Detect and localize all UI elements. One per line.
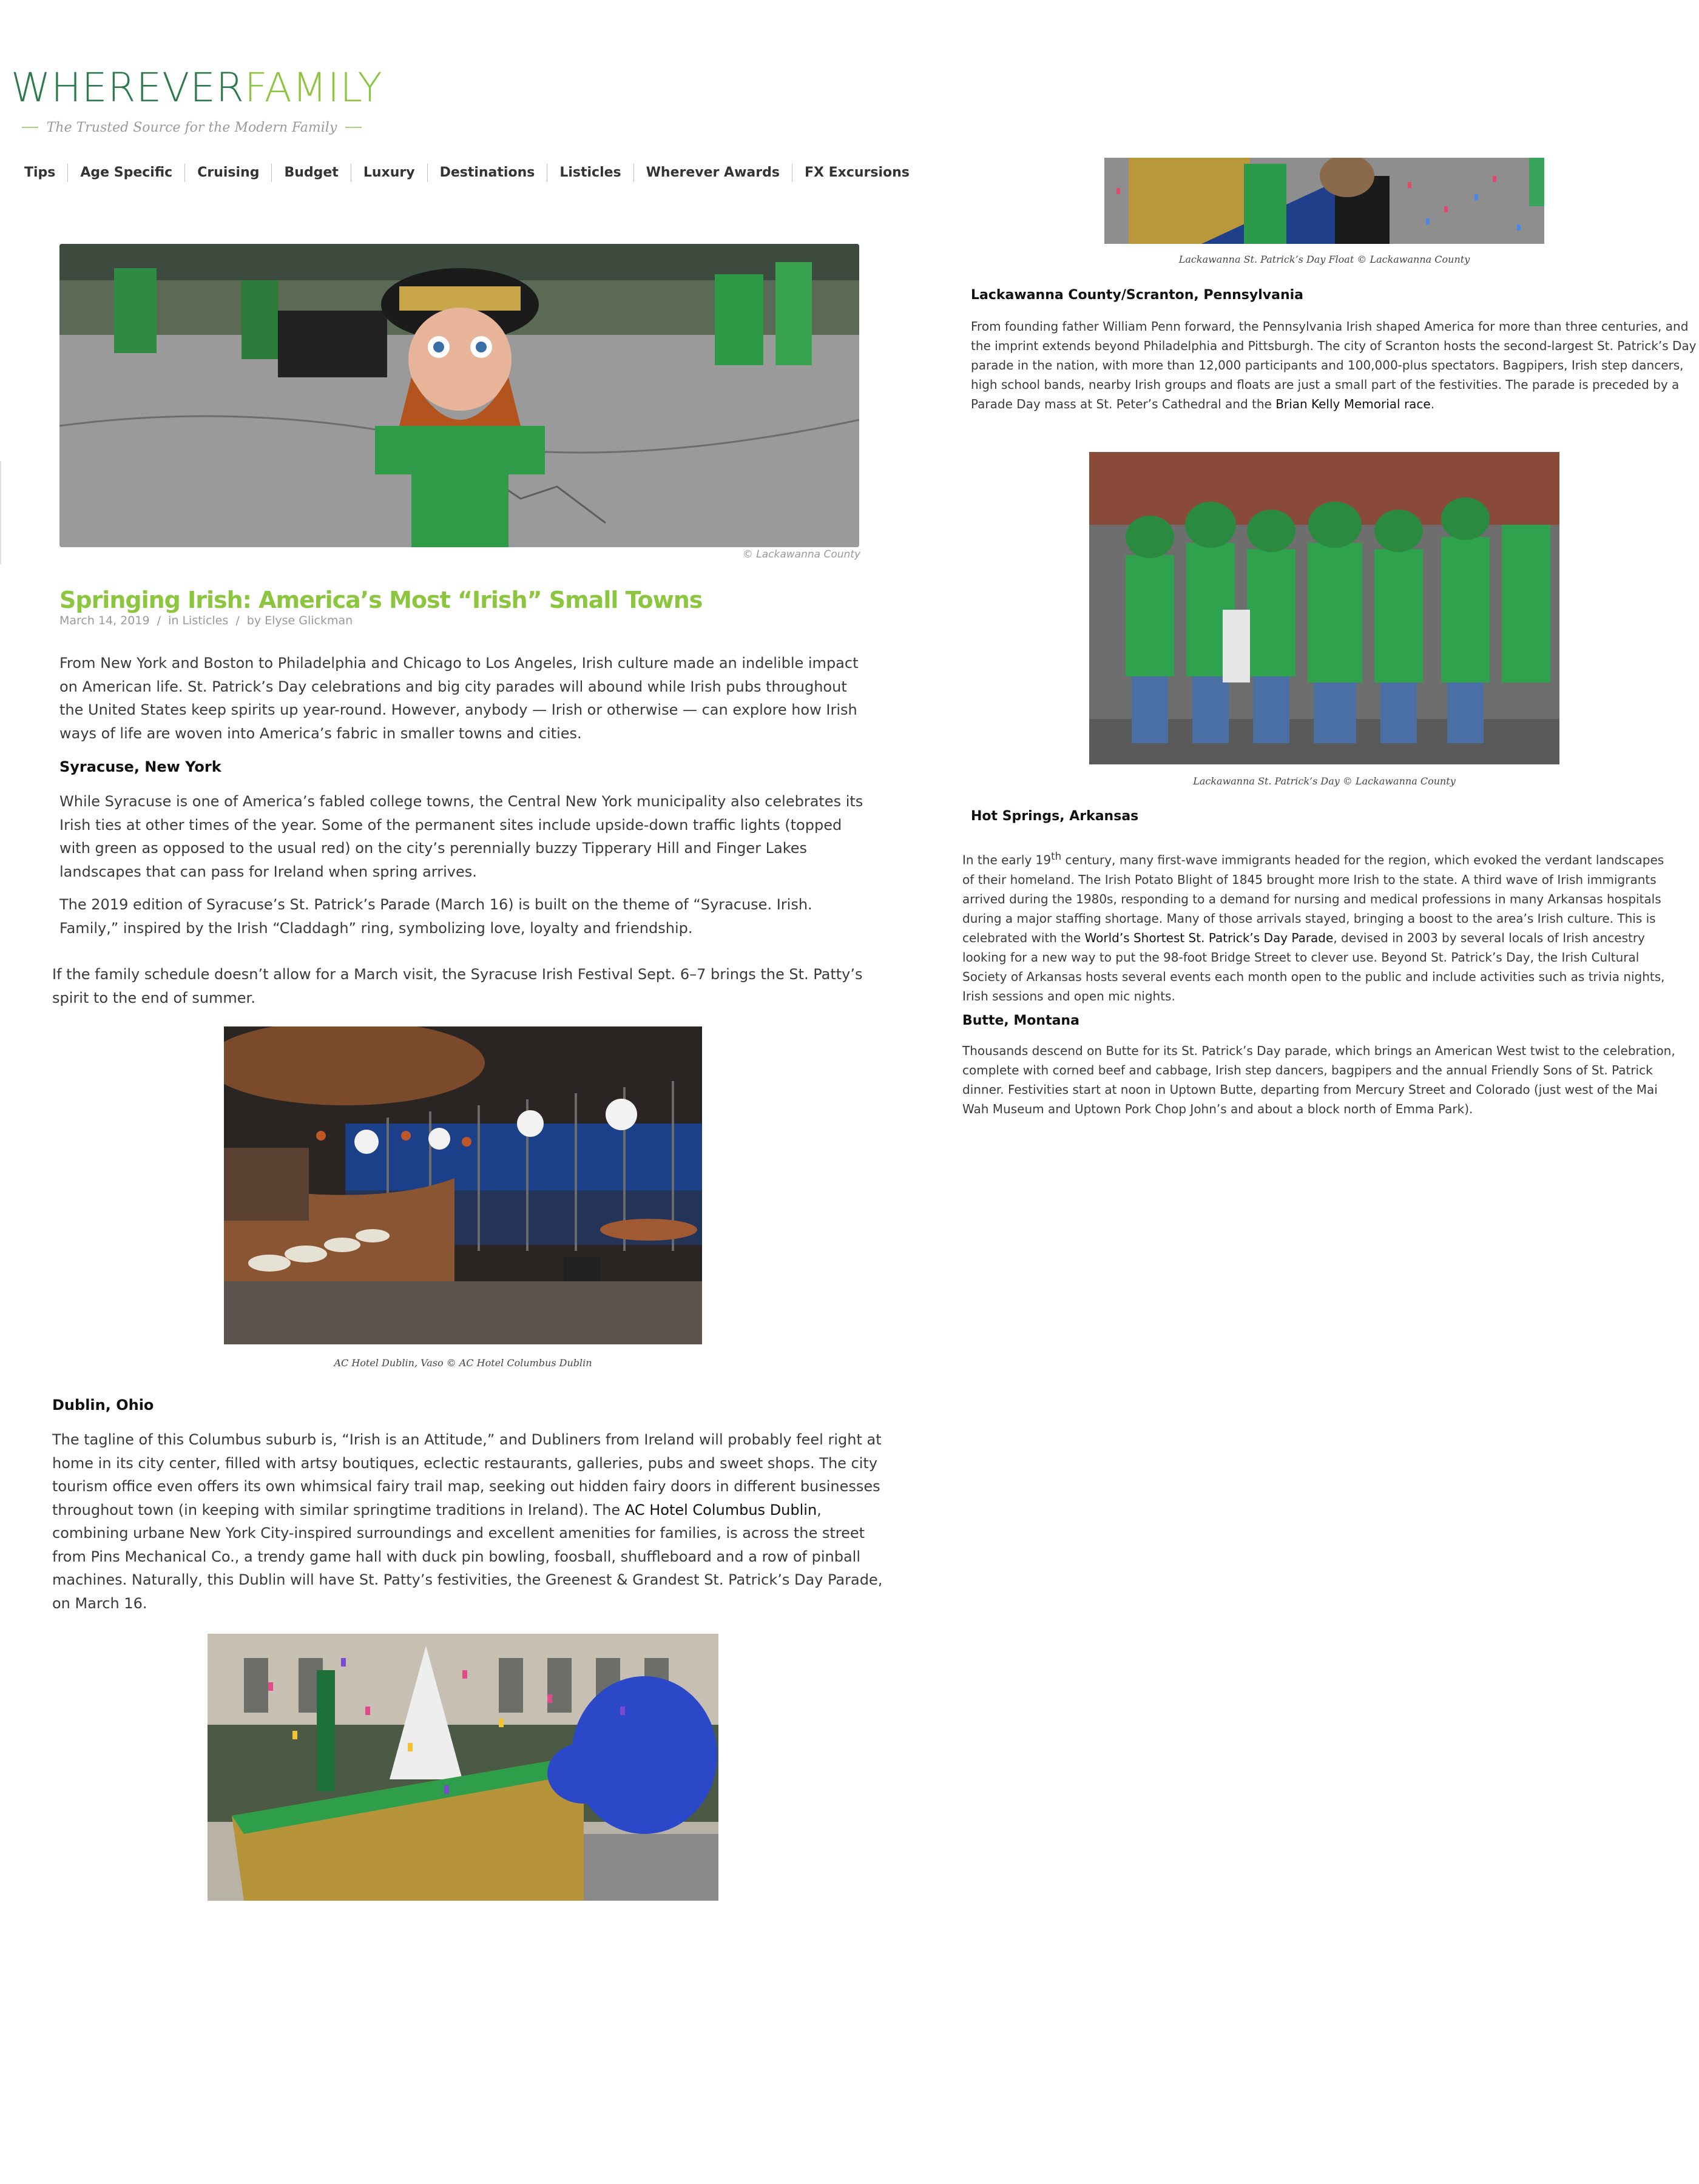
tagline-rule-left <box>22 127 38 128</box>
lackawanna-float-photo-icon <box>1104 158 1544 244</box>
lackawanna-float-caption: Lackawanna St. Patrick’s Day Float © Lackawanna County <box>1178 254 1470 265</box>
nav-item-budget[interactable]: Budget <box>271 164 350 182</box>
lackawanna-kids-image <box>1089 452 1559 764</box>
intro-paragraph: From New York and Boston to Philadelphia and Chicago to Los Angeles, Irish culture made an indelible impact on American life. St. Patrick’s Day celebrations and big city parades will abound while Irish pubs throughout the United States keep spirits up year-round. However, anybody — Irish or otherwise — can explore how Irish ways of life are woven into America’s fabric in smaller towns and cities. <box>59 655 859 742</box>
tagline-rule-right <box>345 127 362 128</box>
section-heading-lackawanna: Lackawanna County/Scranton, Pennsylvania <box>971 288 1303 303</box>
site-logo[interactable] <box>11 64 383 141</box>
main-nav <box>24 164 922 182</box>
section-heading-dublin: Dublin, Ohio <box>52 1397 154 1414</box>
ordinal-superscript: th <box>1051 851 1062 862</box>
page-edge-divider <box>0 461 1 564</box>
nav-item-luxury[interactable]: Luxury <box>351 164 427 182</box>
syracuse-paragraph-2: The 2019 edition of Syracuse’s St. Patrick’s Parade (March 16) is built on the theme of “Syracuse. Irish. Family,” inspired by the Irish “Claddagh” ring, symbolizing love, loyalty and friendship. <box>59 896 812 937</box>
syracuse-paragraph-1: While Syracuse is one of America’s fabled college towns, the Central New York municipality also celebrates its Irish ties at other times of the year. Some of the permanent sites include upside-down traffic lights (topped with green as opposed to the usual red) on the city’s perennially buzzy Tipperary Hill and Finger Lakes landscapes that can pass for Ireland when spring arrives. <box>59 793 863 880</box>
hotel-bar-image <box>224 1026 702 1344</box>
meta-separator: / <box>235 614 240 627</box>
section-heading-butte: Butte, Montana <box>962 1013 1079 1028</box>
article-author-link[interactable]: Elyse Glickman <box>265 614 353 627</box>
syracuse-paragraph-3: If the family schedule doesn’t allow for a March visit, the Syracuse Irish Festival Sept. 6–7 brings the St. Patty’s spirit to the end of summer. <box>52 966 863 1006</box>
kids-in-green-photo-icon <box>1089 452 1559 764</box>
lackawanna-text-part-1: From founding father William Penn forward, the Pennsylvania Irish shaped America for more than three centuries, and the imprint extends beyond Philadelphia and Pittsburgh. The city of Scranton hosts the second-largest St. Patrick’s Day parade in the nation, with more than 12,000 participants and 100,000-plus spectators. Bagpipers, Irish step dancers, high school bands, nearby Irish groups and floats are just a small part of the festivities. The parade is preceded by a Parade Day mass at St. Peter’s Cathedral and the <box>971 319 1697 411</box>
logo-wordmark <box>11 64 383 111</box>
parade-float-photo-icon <box>208 1634 718 1901</box>
hot-springs-paragraph-1 <box>962 847 1678 1006</box>
dublin-text-part-2: , combining urbane New York City-inspired surroundings and excellent amenities for families, is across the street from Pins Mechanical Co., a trendy game hall with duck pin bowling, foosball, shuffleboard and a row of pinball machines. Naturally, this Dublin will have St. Patty’s festivities, the Greenest & Grandest St. Patrick’s Day Parade, on March 16. <box>52 1501 883 1612</box>
hotel-bar-caption: AC Hotel Dublin, Vaso © AC Hotel Columbus Dublin <box>334 1357 592 1369</box>
lackawanna-kids-caption: Lackawanna St. Patrick’s Day © Lackawanna County <box>1193 775 1456 787</box>
nav-item-wherever-awards[interactable]: Wherever Awards <box>633 164 792 182</box>
author-prefix: by <box>246 614 262 627</box>
nav-item-tips[interactable]: Tips <box>24 165 56 180</box>
logo-word-family: FAMILY <box>244 64 383 111</box>
tagline-text: The Trusted Source for the Modern Family <box>46 120 337 135</box>
nav-item-listicles[interactable]: Listicles <box>547 164 633 182</box>
nav-item-age-specific[interactable]: Age Specific <box>67 164 184 182</box>
nav-item-fx-excursions[interactable]: FX Excursions <box>792 164 922 182</box>
parade-float-image <box>208 1634 718 1901</box>
nav-item-cruising[interactable]: Cruising <box>184 164 271 182</box>
lackawanna-float-image <box>1104 158 1544 244</box>
hotel-bar-photo-icon <box>224 1026 702 1344</box>
butte-paragraph-1: Thousands descend on Butte for its St. Patrick’s Day parade, which brings an American West twist to the celebration, complete with corned beef and cabbage, Irish step dancers, bagpipers and the annual Friendly Sons of St. Patrick dinner. Festivities start at noon in Uptown Butte, departing from Mercury Street and Colorado (just west of the Mai Wah Museum and Uptown Pork Chop John’s and about a block north of Emma Park). <box>962 1043 1675 1116</box>
article-date: March 14, 2019 <box>59 614 150 627</box>
hot-springs-text-part-3: , devised in 2003 by several locals of Irish ancestry looking for a new way to put the 98-foot Bridge Street to clever use. Beyond St. Patrick’s Day, the Irish Cultural Society of Arkansas hosts several events each month open to the public and include activities such as trivia nights, Irish sessions and open mic nights. <box>962 930 1665 1003</box>
section-heading-hot-springs: Hot Springs, Arkansas <box>971 809 1139 824</box>
worlds-shortest-parade-link[interactable]: World’s Shortest St. Patrick’s Day Parade <box>1084 930 1334 945</box>
article-meta <box>59 614 353 627</box>
article-category-link[interactable]: Listicles <box>182 614 229 627</box>
hot-springs-text-part-2: century, many first-wave immigrants headed for the region, which evoked the verdant landscapes of their homeland. The Irish Potato Blight of 1845 brought more Irish to the state. A third wave of Irish immigrants arrived during the 1980s, responding to a demand for nursing and medical professions in many Arkansas hospitals during a major staffing shortage. Many of those arrivals stayed, bringing a boost to the area’s Irish culture. This is celebrated with the <box>962 852 1664 945</box>
section-heading-syracuse: Syracuse, New York <box>59 758 221 775</box>
dublin-text-part-1: The tagline of this Columbus suburb is, “Irish is an Attitude,” and Dubliners from Ireland will probably feel right at home in its city center, filled with artsy boutiques, eclectic restaurants, galleries, pubs and sweet shops. The city tourism office even offers its own whimsical fairy trail map, seeking out hidden fairy doors in different businesses throughout town (in keeping with similar springtime traditions in Ireland). The <box>52 1431 882 1518</box>
logo-tagline <box>22 115 362 140</box>
lackawanna-text-part-2: . <box>1430 397 1435 411</box>
nav-item-destinations[interactable]: Destinations <box>427 164 547 182</box>
hot-springs-text-part-1: In the early 19 <box>962 852 1052 868</box>
article-title: Springing Irish: America’s Most “Irish” Small Towns <box>59 587 703 614</box>
hero-image-credit: © Lackawanna County <box>742 548 860 561</box>
logo-word-wherever: WHEREVER <box>11 64 245 111</box>
hero-image-leprechaun-parade <box>59 244 859 547</box>
dublin-paragraph-1 <box>52 1428 883 1615</box>
meta-separator: / <box>157 614 161 627</box>
brian-kelly-race-link[interactable]: Brian Kelly Memorial race <box>1275 397 1431 411</box>
lackawanna-paragraph-1 <box>971 317 1699 414</box>
leprechaun-photo-icon <box>59 244 859 547</box>
category-prefix: in <box>168 614 179 627</box>
ac-hotel-link[interactable]: AC Hotel Columbus Dublin <box>624 1501 817 1518</box>
